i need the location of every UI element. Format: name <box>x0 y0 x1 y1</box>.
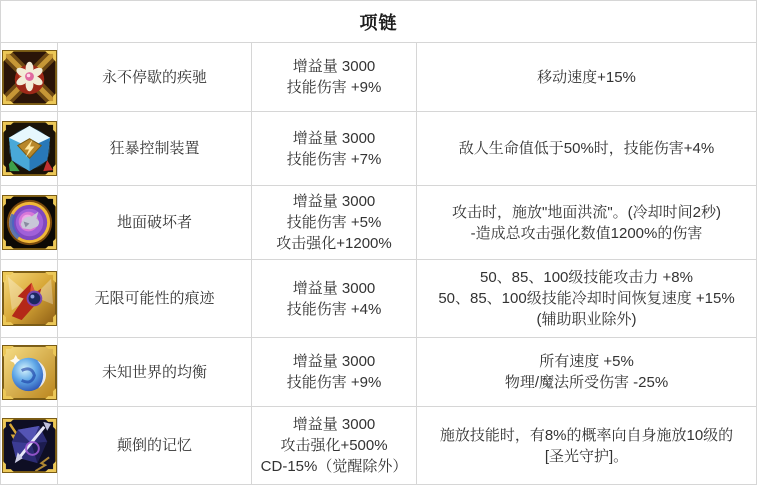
effect-line: 所有速度 +5% <box>539 353 634 370</box>
item-effects <box>417 407 756 484</box>
effect-line: 敌人生命值低于50%时，技能伤害+4% <box>458 140 715 157</box>
table-row <box>1 260 756 338</box>
item-icon-cell <box>1 407 58 484</box>
stat-line: 增益量 3000 <box>292 353 376 370</box>
stat-line: 技能伤害 +7% <box>286 150 382 168</box>
item-name: 地面破坏者 <box>58 186 252 259</box>
stat-line: 攻击强化+500% <box>280 437 388 454</box>
item-stats <box>252 338 417 406</box>
purple-orb-necklace-icon <box>2 195 57 250</box>
stat-line: 增益量 3000 <box>292 416 376 433</box>
effect-line: [圣光守护]。 <box>544 447 629 465</box>
effect-line: (辅助职业除外) <box>536 311 637 328</box>
effect-line: 移动速度+15% <box>537 68 636 86</box>
item-effects <box>417 260 756 337</box>
stat-line: CD-15%（觉醒除外） <box>260 458 408 475</box>
table-header <box>1 1 756 43</box>
table-row <box>1 407 756 484</box>
red-ribbon-gem-necklace-icon <box>2 271 57 326</box>
item-name: 狂暴控制装置 <box>58 112 252 185</box>
stat-line: 技能伤害 +9% <box>286 374 382 391</box>
table-row <box>1 186 756 260</box>
blue-droplet-necklace-icon <box>2 345 57 400</box>
item-icon-cell <box>1 186 58 259</box>
stat-line: 技能伤害 +5% <box>286 214 382 231</box>
item-stats <box>252 112 417 185</box>
effect-line: 50、85、100级技能冷却时间恢复速度 +15% <box>438 290 735 307</box>
item-name: 颠倒的记忆 <box>58 407 252 484</box>
effect-line: -造成总攻击强化数值1200%的伤害 <box>470 224 703 242</box>
effect-line: 50、85、100级技能攻击力 +8% <box>479 269 693 286</box>
stat-line: 增益量 3000 <box>292 58 376 75</box>
stat-line: 技能伤害 +9% <box>286 79 382 96</box>
effect-line: 攻击时，施放"地面洪流"。(冷却时间2秒) <box>452 203 721 221</box>
table-row <box>1 112 756 186</box>
table-row <box>1 338 756 407</box>
item-stats <box>252 43 417 111</box>
stat-line: 增益量 3000 <box>292 279 376 297</box>
item-effects <box>417 43 756 111</box>
effect-line: 施放技能时，有8%的概率向自身施放10级的 <box>439 426 734 444</box>
item-name: 无限可能性的痕迹 <box>58 260 252 337</box>
item-stats <box>252 260 417 337</box>
item-stats <box>252 407 417 484</box>
lightning-crystal-necklace-icon <box>2 121 57 176</box>
item-name: 永不停歇的疾驰 <box>58 43 252 111</box>
item-effects <box>417 112 756 185</box>
item-effects <box>417 186 756 259</box>
flower-orb-necklace-icon <box>2 50 57 105</box>
stat-line: 增益量 3000 <box>292 129 376 147</box>
page-title: 项链 <box>359 12 398 33</box>
item-icon-cell <box>1 260 58 337</box>
dark-crystal-arrow-necklace-icon <box>2 418 57 473</box>
item-icon-cell <box>1 112 58 185</box>
item-effects <box>417 338 756 406</box>
stat-line: 攻击强化+1200% <box>276 235 392 252</box>
stat-line: 增益量 3000 <box>292 193 376 210</box>
item-icon-cell <box>1 338 58 406</box>
table-row <box>1 43 756 112</box>
effect-line: 物理/魔法所受伤害 -25% <box>504 374 669 391</box>
item-icon-cell <box>1 43 58 111</box>
stat-line: 技能伤害 +4% <box>286 300 382 318</box>
item-name: 未知世界的均衡 <box>58 338 252 406</box>
item-stats <box>252 186 417 259</box>
